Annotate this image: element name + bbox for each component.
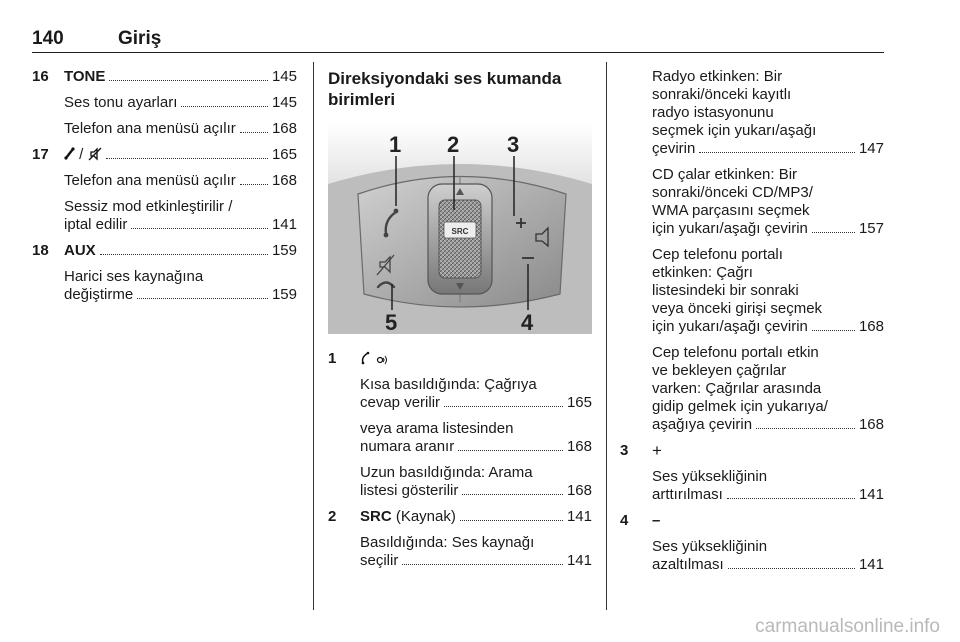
item-number: 2 bbox=[328, 508, 337, 525]
left-column bbox=[32, 68, 297, 304]
paragraph-line: etkinken: Çağrı bbox=[652, 264, 753, 281]
section-title-line1: Direksiyondaki ses kumanda bbox=[328, 69, 562, 88]
dot-leader bbox=[444, 406, 563, 407]
paragraph-line: varken: Çağrılar arasında bbox=[652, 380, 822, 397]
page-ref: 168 bbox=[858, 318, 884, 335]
page-ref: 168 bbox=[858, 416, 884, 433]
section-title-line2: birimleri bbox=[328, 90, 396, 109]
phone-portal-paragraph bbox=[652, 246, 884, 336]
entry-17-title bbox=[64, 146, 297, 164]
middle-column-body bbox=[328, 350, 592, 570]
page-ref: 145 bbox=[271, 68, 297, 85]
thumbwheel bbox=[439, 200, 481, 278]
entry-16-title bbox=[64, 68, 297, 86]
dot-leader bbox=[699, 152, 855, 153]
item-number: 4 bbox=[620, 512, 629, 529]
paragraph-label: için yukarı/aşağı çevirin bbox=[652, 220, 808, 237]
item-3 bbox=[620, 442, 884, 504]
sub-entry-label: cevap verilir bbox=[360, 394, 441, 411]
paragraph-line: ve bekleyen çağrılar bbox=[652, 362, 787, 379]
sub-entry-label: Ses tonu ayarları bbox=[64, 94, 178, 111]
dot-leader bbox=[131, 228, 268, 229]
paragraph-line: sonraki/önceki CD/MP3/ bbox=[652, 184, 813, 201]
callout-label-2: 2 bbox=[447, 132, 460, 157]
page-number: 140 bbox=[32, 28, 64, 49]
page-ref: 141 bbox=[566, 552, 592, 569]
cd-paragraph bbox=[652, 166, 884, 238]
column-divider-left bbox=[313, 62, 314, 610]
sub-entry bbox=[360, 376, 592, 412]
sub-entry-line: Kısa basıldığında: Çağrıya bbox=[360, 376, 537, 393]
paragraph-line: Cep telefonu portalı bbox=[652, 246, 783, 263]
sub-entry-label: numara aranır bbox=[360, 438, 455, 455]
aux-label: AUX bbox=[64, 242, 96, 259]
entry-18 bbox=[32, 242, 297, 304]
sub-entry-label: azaltılması bbox=[652, 556, 724, 573]
callout-label-3: 3 bbox=[507, 132, 520, 157]
sub-entry bbox=[64, 198, 297, 234]
paragraph-line: listesindeki bir sonraki bbox=[652, 282, 799, 299]
entry-17 bbox=[32, 146, 297, 234]
page-ref: 141 bbox=[566, 508, 592, 525]
page-ref: 165 bbox=[271, 146, 297, 163]
page-ref: 168 bbox=[566, 438, 592, 455]
paragraph-line: CD çalar etkinken: Bir bbox=[652, 166, 798, 183]
entry-number: 18 bbox=[32, 242, 49, 259]
sub-entry-label: değiştirme bbox=[64, 286, 134, 303]
paragraph-line: WMA parçasını seçmek bbox=[652, 202, 810, 219]
entry-number: 17 bbox=[32, 146, 49, 163]
entry-number: 16 bbox=[32, 68, 49, 85]
waiting-calls-paragraph bbox=[652, 344, 884, 434]
dot-leader bbox=[137, 298, 268, 299]
dot-leader bbox=[812, 232, 855, 233]
entry-18-title bbox=[64, 242, 297, 260]
sub-entry-line: Uzun basıldığında: Arama bbox=[360, 464, 533, 481]
paragraph-line: sonraki/önceki kayıtlı bbox=[652, 86, 792, 103]
radio-paragraph bbox=[652, 68, 884, 158]
sub-entry bbox=[360, 420, 592, 456]
page-ref: 168 bbox=[566, 482, 592, 499]
item-1-symbols bbox=[360, 350, 592, 368]
page-ref: 141 bbox=[271, 216, 297, 233]
phone-icon bbox=[360, 351, 372, 365]
dot-leader bbox=[109, 80, 268, 81]
sub-entry-line: Basıldığında: Ses kaynağı bbox=[360, 534, 535, 551]
callout-label-1: 1 bbox=[389, 132, 402, 157]
sub-entry bbox=[64, 172, 297, 190]
dot-leader bbox=[462, 494, 563, 495]
sub-entry-line: Ses yüksekliğinin bbox=[652, 538, 768, 555]
dot-leader bbox=[728, 568, 855, 569]
dot-leader bbox=[756, 428, 855, 429]
watermark: carmanualsonline.info bbox=[755, 616, 940, 637]
minus-symbol: – bbox=[652, 512, 661, 529]
sub-entry-line: veya arama listesinden bbox=[360, 420, 514, 437]
item-number: 1 bbox=[328, 350, 337, 367]
paragraph-line: gidip gelmek için yukarıya/ bbox=[652, 398, 828, 415]
steering-controls-photo bbox=[328, 124, 592, 334]
sub-entry-line: Ses yüksekliğinin bbox=[652, 468, 768, 485]
item-number: 3 bbox=[620, 442, 629, 459]
sub-entry-label: seçilir bbox=[360, 552, 399, 569]
dot-leader bbox=[458, 450, 563, 451]
dot-leader bbox=[402, 564, 563, 565]
paragraph-line: Radyo etkinken: Bir bbox=[652, 68, 783, 85]
dot-leader bbox=[727, 498, 855, 499]
voice-recognition-icon bbox=[376, 351, 388, 365]
page-ref: 165 bbox=[566, 394, 592, 411]
sub-entry bbox=[360, 534, 592, 570]
src-button-label: SRC bbox=[451, 227, 469, 236]
callout-label-5: 5 bbox=[385, 310, 398, 334]
sub-entry-line: Sessiz mod etkinleştirilir / bbox=[64, 198, 233, 215]
page-ref: 159 bbox=[271, 286, 297, 303]
page-ref: 145 bbox=[271, 94, 297, 111]
sub-entry-label: Telefon ana menüsü açılır bbox=[64, 172, 236, 189]
paragraph-line: veya önceki girişi seçmek bbox=[652, 300, 823, 317]
src-description: (Kaynak) bbox=[395, 508, 456, 525]
sub-entry bbox=[360, 464, 592, 500]
page-header bbox=[32, 26, 884, 53]
dot-leader bbox=[240, 184, 268, 185]
page-ref: 141 bbox=[858, 556, 884, 573]
callout-label-4: 4 bbox=[521, 310, 534, 334]
page-ref: 157 bbox=[858, 220, 884, 237]
phone-handset-icon bbox=[64, 147, 75, 160]
steering-controls-figure bbox=[328, 124, 592, 334]
dot-leader bbox=[100, 254, 268, 255]
right-column bbox=[620, 68, 884, 574]
item-4 bbox=[620, 512, 884, 574]
tone-label: TONE bbox=[64, 68, 106, 85]
page-title: Giriş bbox=[118, 28, 162, 49]
page-ref: 141 bbox=[858, 486, 884, 503]
sub-entry bbox=[64, 94, 297, 112]
sub-entry-label: arttırılması bbox=[652, 486, 723, 503]
dot-leader bbox=[240, 132, 268, 133]
paragraph-label: için yukarı/aşağı çevirin bbox=[652, 318, 808, 335]
middle-column-header bbox=[328, 68, 592, 110]
plus-symbol: + bbox=[652, 441, 662, 460]
sub-entry-label: listesi gösterilir bbox=[360, 482, 459, 499]
sub-entry-label: Telefon ana menüsü açılır bbox=[64, 120, 236, 137]
dot-leader bbox=[460, 520, 563, 521]
page-ref: 168 bbox=[271, 172, 297, 189]
paragraph-line: Cep telefonu portalı etkin bbox=[652, 344, 819, 361]
sub-entry bbox=[64, 120, 297, 138]
page-ref: 168 bbox=[271, 120, 297, 137]
dot-leader bbox=[812, 330, 855, 331]
paragraph-line: radyo istasyonunu bbox=[652, 104, 774, 121]
sub-entry-label: iptal edilir bbox=[64, 216, 128, 233]
src-label: SRC bbox=[360, 508, 392, 525]
page-ref: 147 bbox=[858, 140, 884, 157]
sub-entry bbox=[652, 468, 884, 504]
phone-mute-symbols bbox=[64, 146, 102, 164]
sub-entry bbox=[64, 268, 297, 304]
entry-16 bbox=[32, 68, 297, 138]
item-1 bbox=[328, 350, 592, 500]
dot-leader bbox=[106, 158, 268, 159]
sub-entry-line: Harici ses kaynağına bbox=[64, 268, 204, 285]
item-2 bbox=[328, 508, 592, 570]
column-divider-right bbox=[606, 62, 607, 610]
paragraph-line: seçmek için yukarı/aşağı bbox=[652, 122, 817, 139]
mute-icon bbox=[88, 147, 102, 161]
sub-entry bbox=[652, 538, 884, 574]
paragraph-label: aşağıya çevirin bbox=[652, 416, 753, 433]
separator-slash: / bbox=[79, 146, 84, 163]
paragraph-label: çevirin bbox=[652, 140, 696, 157]
page-ref: 159 bbox=[271, 242, 297, 259]
item-2-title bbox=[360, 508, 592, 526]
dot-leader bbox=[181, 106, 268, 107]
